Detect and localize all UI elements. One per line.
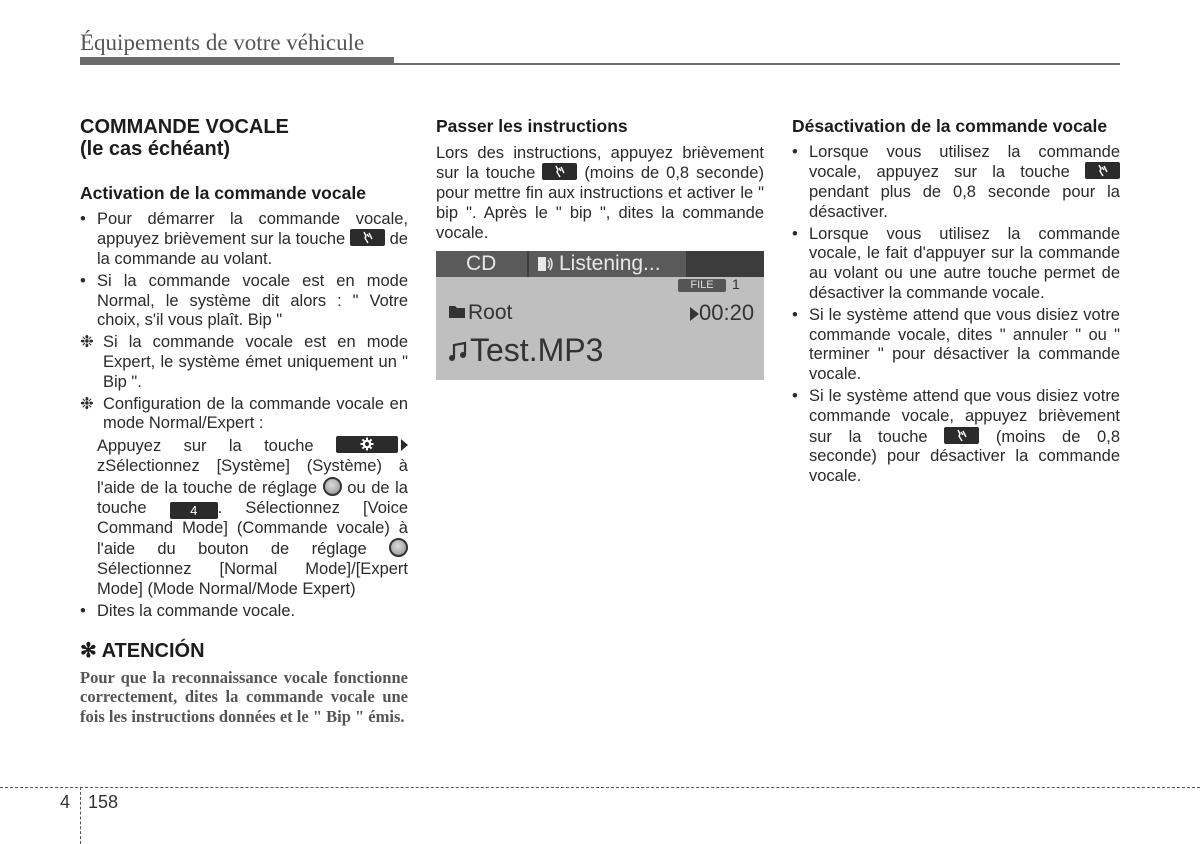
paragraph-text: (moins de 0,8 seconde) pour mettre fin aux instructions et activer le " bip ". Après le " bip ", dites la commande vocale. <box>436 164 764 242</box>
main-heading <box>80 116 408 160</box>
config-steps <box>80 436 408 600</box>
list-item <box>792 306 1120 385</box>
file-number: 1 <box>732 276 740 292</box>
step-text: Appuyez sur la touche <box>97 437 314 456</box>
voice-command-key <box>1085 162 1120 179</box>
list-item-text: Si la commande vocale est en mode Normal, le système dit alors : " Votre choix, s'il vous plaît. Bip " <box>97 271 408 330</box>
folder-icon <box>448 304 466 319</box>
play-time: 00:20 <box>699 300 755 325</box>
note-text: Configuration de la commande vocale en mode Normal/Expert : <box>103 394 408 433</box>
gear-icon <box>360 437 374 451</box>
note-text: Si la commande vocale est en mode Expert, le système émet uniquement un " Bip ". <box>103 333 408 391</box>
list-item-text: pendant plus de 0,8 seconde pour la désactiver. <box>809 183 1120 221</box>
voice-command-key <box>350 229 385 246</box>
step-text: . Sélectionnez [Voice Command Mode] (Commande vocale) à l'aide du bouton de réglage <box>97 498 408 559</box>
asterisk-icon: ❉ <box>80 333 94 352</box>
bullet: • <box>80 601 86 620</box>
list-item <box>792 387 1120 487</box>
voice-command-key <box>542 163 577 180</box>
music-note-icon <box>448 341 468 363</box>
list-item-text: Lorsque vous utilisez la commande vocale, le fait d'appuyer sur la commande au volant ou une autre touche permet de désactiver la commande vocale. <box>809 224 1120 303</box>
step-text: ou de la touche <box>97 478 408 517</box>
voice-command-icon <box>553 165 566 178</box>
tab-listening <box>529 251 686 277</box>
deactivation-heading: Désactivation de la commande vocale <box>792 116 1108 136</box>
header-rule <box>394 63 1120 65</box>
tune-knob-icon <box>389 538 408 557</box>
atencion-title-text: ATENCIÓN <box>101 639 205 662</box>
atencion-heading <box>80 640 408 662</box>
activation-heading: Activation de la commande vocale <box>80 183 366 203</box>
page-header <box>80 30 1120 70</box>
column-middle <box>436 116 764 243</box>
voice-speaker-icon <box>537 254 555 274</box>
skip-heading: Passer les instructions <box>436 116 628 136</box>
note-item <box>80 395 408 435</box>
page-number: 158 <box>88 792 119 812</box>
setup-key <box>336 436 398 453</box>
arrow-right-icon <box>401 439 408 451</box>
voice-command-icon <box>1096 164 1109 177</box>
bullet: • <box>792 305 798 324</box>
section-title: Équipements de votre véhicule <box>80 30 365 55</box>
listening-text: Listening... <box>559 252 661 275</box>
bullet: • <box>80 271 86 290</box>
footer-rule <box>0 787 1200 788</box>
track-name: Test.MP3 <box>470 332 604 368</box>
tune-knob-icon <box>323 477 342 496</box>
asterisk-icon: ✻ <box>80 639 97 662</box>
file-badge: FILE <box>678 279 726 292</box>
list-item-text: Lorsque vous utilisez la commande vocale, appuyez sur la touche <box>809 142 1120 182</box>
list-item-text: Si le système attend que vous disiez votre commande vocale, appuyez brièvement sur la touche <box>809 387 1120 446</box>
bullet: • <box>792 224 798 243</box>
voice-command-icon <box>361 231 374 244</box>
voice-command-icon <box>955 429 968 442</box>
list-item <box>80 602 408 622</box>
column-left <box>80 116 408 727</box>
list-item-text: Dites la commande vocale. <box>97 601 296 620</box>
bullet: • <box>80 209 86 228</box>
column-right <box>792 116 1120 489</box>
list-item-text: Pour démarrer la commande vocale, appuyez brièvement sur la touche <box>97 209 408 249</box>
step-text: Sélectionnez [Normal Mode]/[Expert Mode] (Mode Normal/Mode Expert) <box>97 560 408 599</box>
number-key: 4 <box>170 502 218 519</box>
play-icon <box>690 307 699 321</box>
chapter-number: 4 <box>60 792 71 812</box>
list-item-text: (moins de 0,8 seconde) pour désactiver la commande vocale. <box>809 427 1120 486</box>
header-bar <box>80 57 394 65</box>
bullet: • <box>792 387 798 406</box>
audio-display <box>436 251 764 380</box>
bullet: • <box>792 142 798 161</box>
step-text: zSélectionnez [Système] (Système) à l'aide de la touche de réglage <box>97 457 408 497</box>
list-item <box>80 210 408 270</box>
list-item <box>792 225 1120 304</box>
atencion-body: Pour que la reconnaissance vocale fonctionne correctement, dites la commande vocale une fois les instructions données et le " Bip " émis. <box>80 667 408 727</box>
skip-paragraph <box>436 144 764 244</box>
main-heading-line2: (le cas échéant) <box>80 138 231 160</box>
list-item <box>80 272 408 331</box>
main-heading-line1: COMMANDE VOCALE <box>80 116 289 138</box>
voice-command-key <box>944 427 979 444</box>
list-item <box>792 143 1120 223</box>
footer-divider <box>80 787 81 844</box>
tab-cd: CD <box>436 251 527 277</box>
folder-name: Root <box>468 301 513 324</box>
list-item-text: de la commande au volant. <box>97 230 408 269</box>
note-item <box>80 333 408 392</box>
list-item-text: Si le système attend que vous disiez votre commande vocale, dites " annuler " ou " terminer " pour désactiver la commande vocale. <box>809 305 1120 384</box>
paragraph-text: Lors des instructions, appuyez brièvement sur la touche <box>436 143 764 183</box>
asterisk-icon: ❉ <box>80 394 94 413</box>
